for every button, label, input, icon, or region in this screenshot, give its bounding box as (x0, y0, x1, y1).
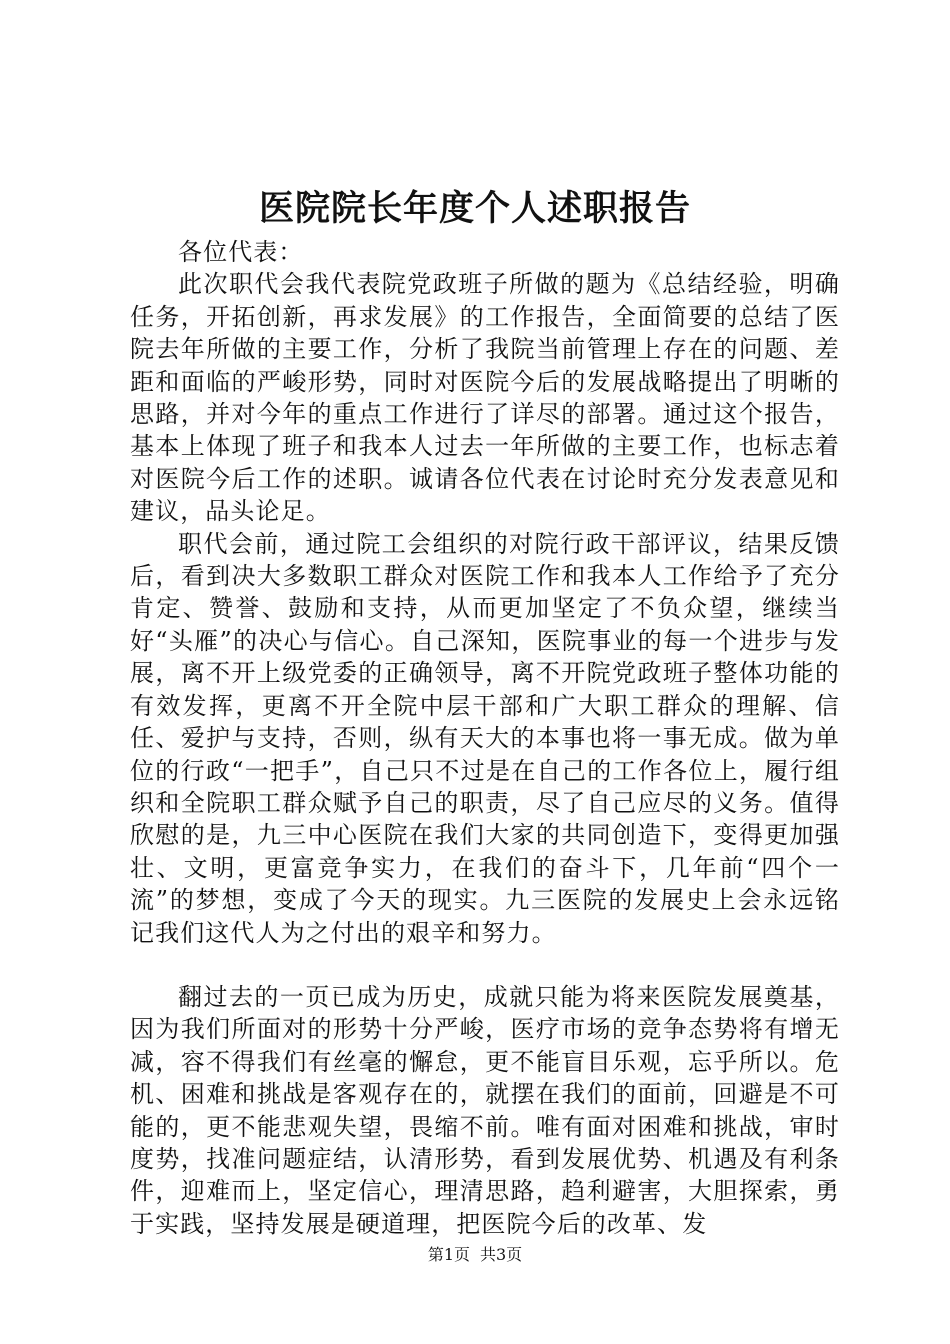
page-total: 共3页 (480, 1245, 523, 1264)
body-paragraph-2: 职代会前，通过院工会组织的对院行政干部评议，结果反馈后，看到决大多数职工群众对医院工作和我本人工作给予了充分肯定、赞誉、鼓励和支持，从而更加坚定了不负众望，继续当好“头雁”的决心与信心。自己深知，医院事业的每一个进步与发展，离不开上级党委的正确领导，离不开院党政班子整体功能的有效发挥，更离不开全院中层干部和广大职工群众的理解、信任、爱护与支持，否则，纵有天大的本事也将一事无成。做为单位的行政“一把手”，自己只不过是在自己的工作各位上，履行组织和全院职工群众赋予自己的职责，尽了自己应尽的义务。值得欣慰的是，九三中心医院在我们大家的共同创造下，变得更加强壮、文明，更富竞争实力，在我们的奋斗下，几年前“四个一流”的梦想，变成了今天的现实。九三医院的发展史上会永远铭记我们这代人为之付出的艰辛和努力。 (130, 529, 840, 947)
document-title: 医院院长年度个人述职报告 (258, 188, 691, 229)
page-number: 第1页 (427, 1245, 470, 1264)
body-paragraph-1: 此次职代会我代表院党政班子所做的题为《总结经验，明确任务，开拓创新，再求发展》的工作报告，全面简要的总结了医院去年所做的主要工作，分析了我院当前管理上存在的问题、差距和面临的严峻形势，同时对医院今后的发展战略提出了明晰的思路，并对今年的重点工作进行了详尽的部署。通过这个报告，基本上体现了班子和我本人过去一年所做的主要工作，也标志着对医院今后工作的述职。诚请各位代表在讨论时充分发表意见和建议，品头论足。 (130, 270, 840, 526)
document-body (130, 236, 840, 1240)
body-paragraph-3: 翻过去的一页已成为历史，成就只能为将来医院发展奠基，因为我们所面对的形势十分严峻，医疗市场的竞争态势将有增无减，容不得我们有丝毫的懈怠，更不能盲目乐观，忘乎所以。危机、困难和挑战是客观存在的，就摆在我们的面前，回避是不可能的，更不能悲观失望，畏缩不前。唯有面对困难和挑战，审时度势，找准问题症结，认清形势，看到发展优势、机遇及有利条件，迎难而上，坚定信心，理清思路，趋利避害，大胆探索，勇于实践，坚持发展是硬道理，把医院今后的改革、发 (130, 982, 840, 1238)
page-footer (0, 1244, 950, 1266)
greeting-paragraph: 各位代表： (178, 238, 304, 266)
